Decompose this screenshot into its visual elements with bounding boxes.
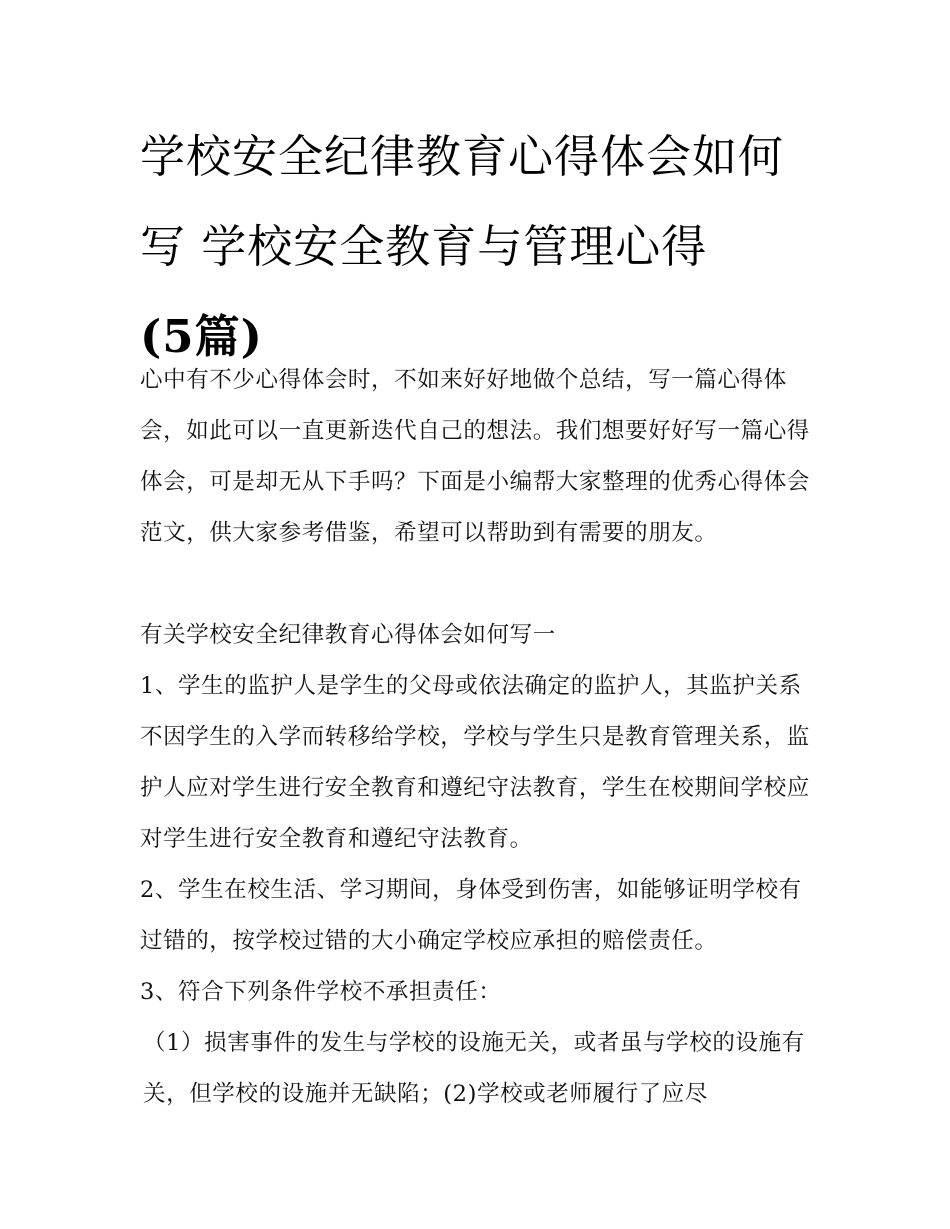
list-item: 3、符合下列条件学校不承担责任： <box>140 979 502 1005</box>
document-title-count: (5篇) <box>140 310 263 363</box>
section-heading: 有关学校安全纪律教育心得体会如何写一 <box>140 622 556 648</box>
sub-list-item: （1）损害事件的发生与学校的设施无关，或者虽与学校的设施有关，但学校的设施并无缺陷；(2)学校或老师履行了应尽 <box>143 1030 805 1107</box>
intro-paragraph: 心中有不少心得体会时，不如来好好地做个总结，写一篇心得体会，如此可以一直更新迭代自己的想法。我们想要好好写一篇心得体会，可是却无从下手吗？下面是小编帮大家整理的优秀心得体会范文，供大家参考借鉴，希望可以帮助到有需要的朋友。 <box>140 367 810 546</box>
document-title-text: 学校安全纪律教育心得体会如何写 学校安全教育与管理心得 <box>140 130 785 273</box>
list-item: 1、学生的监护人是学生的父母或依法确定的监护人，其监护关系不因学生的入学而转移给学校，学校与学生只是教育管理关系，监护人应对学生进行安全教育和遵纪守法教育，学生在校期间学校应对学生进行安全教育和遵纪守法教育。 <box>140 673 810 852</box>
list-item: 2、学生在校生活、学习期间，身体受到伤害，如能够证明学校有过错的，按学校过错的大小确定学校应承担的赔偿责任。 <box>140 877 802 954</box>
document-title <box>140 112 820 382</box>
